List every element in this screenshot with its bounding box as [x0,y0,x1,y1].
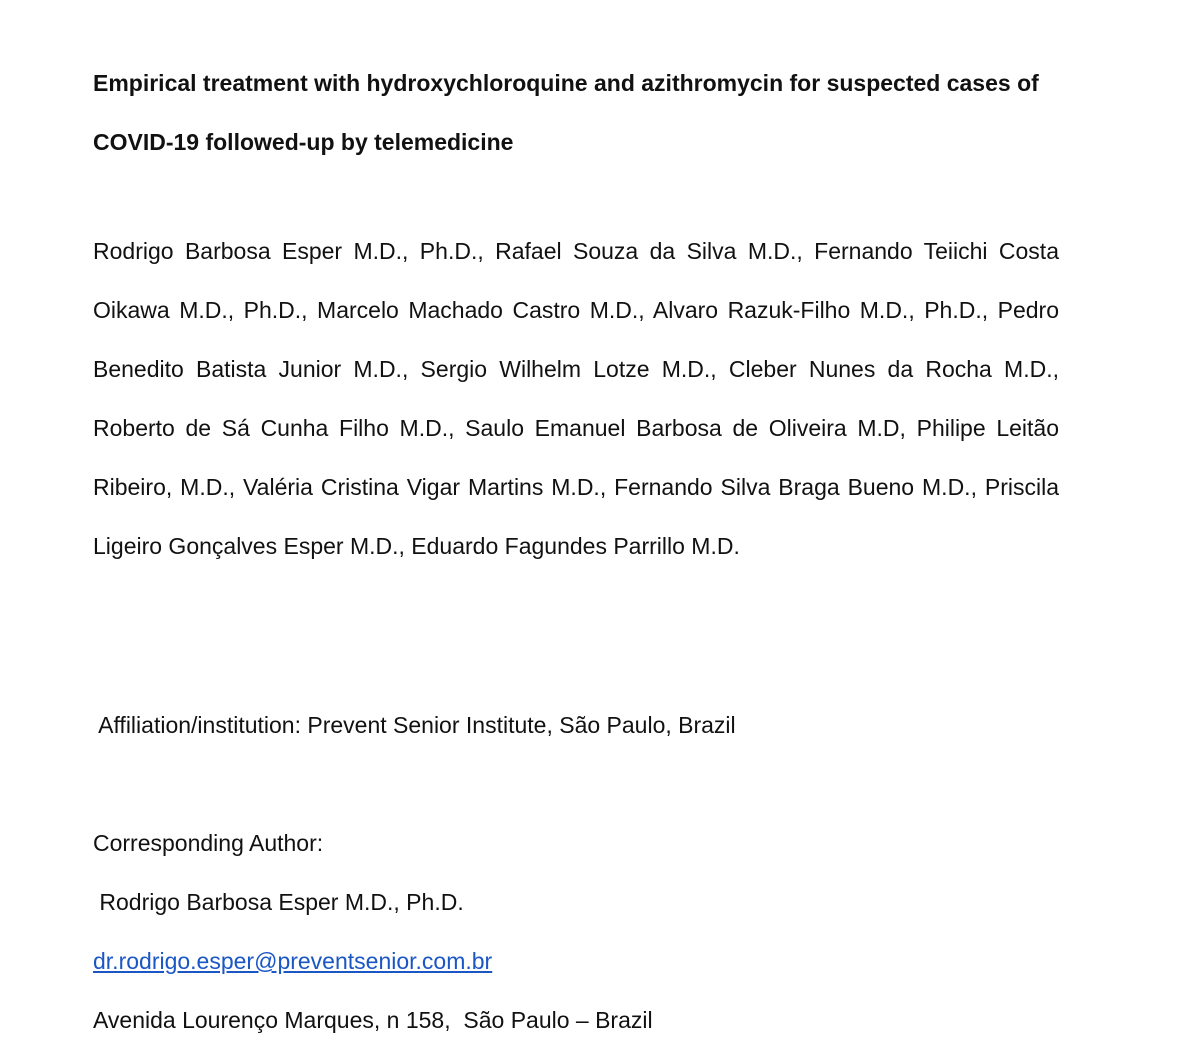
corresponding-author-email-link[interactable]: dr.rodrigo.esper@preventsenior.com.br [93,948,493,974]
corresponding-author-name: Rodrigo Barbosa Esper M.D., Ph.D. [93,889,464,915]
author-list: Rodrigo Barbosa Esper M.D., Ph.D., Rafael Souza da Silva M.D., Fernando Teiichi Costa Oikawa M.D., Ph.D., Marcelo Machado Castro M.D., Alvaro Razuk-Filho M.D., Ph.D., Pedro Benedito Batista Junior M.D., Sergio Wilhelm Lotze M.D., Cleber Nunes da Rocha M.D., Roberto de Sá Cunha Filho M.D., Saulo Emanuel Barbosa de Oliveira M.D, Philipe Leitão Ribeiro, M.D., Valéria Cristina Vigar Martins M.D., Fernando Silva Braga Bueno M.D., Priscila Ligeiro Gonçalves Esper M.D., Eduardo Fagundes Parrillo M.D. [93,238,1059,559]
corresponding-author-label: Corresponding Author: [93,830,324,856]
corresponding-author-address: Avenida Lourenço Marques, n 158, São Paulo – Brazil [93,1007,653,1033]
paper-title: Empirical treatment with hydroxychloroquine and azithromycin for suspected cases of COVID-19 followed-up by telemedicine [93,70,1039,155]
affiliation: Affiliation/institution: Prevent Senior Institute, São Paulo, Brazil [93,712,736,738]
